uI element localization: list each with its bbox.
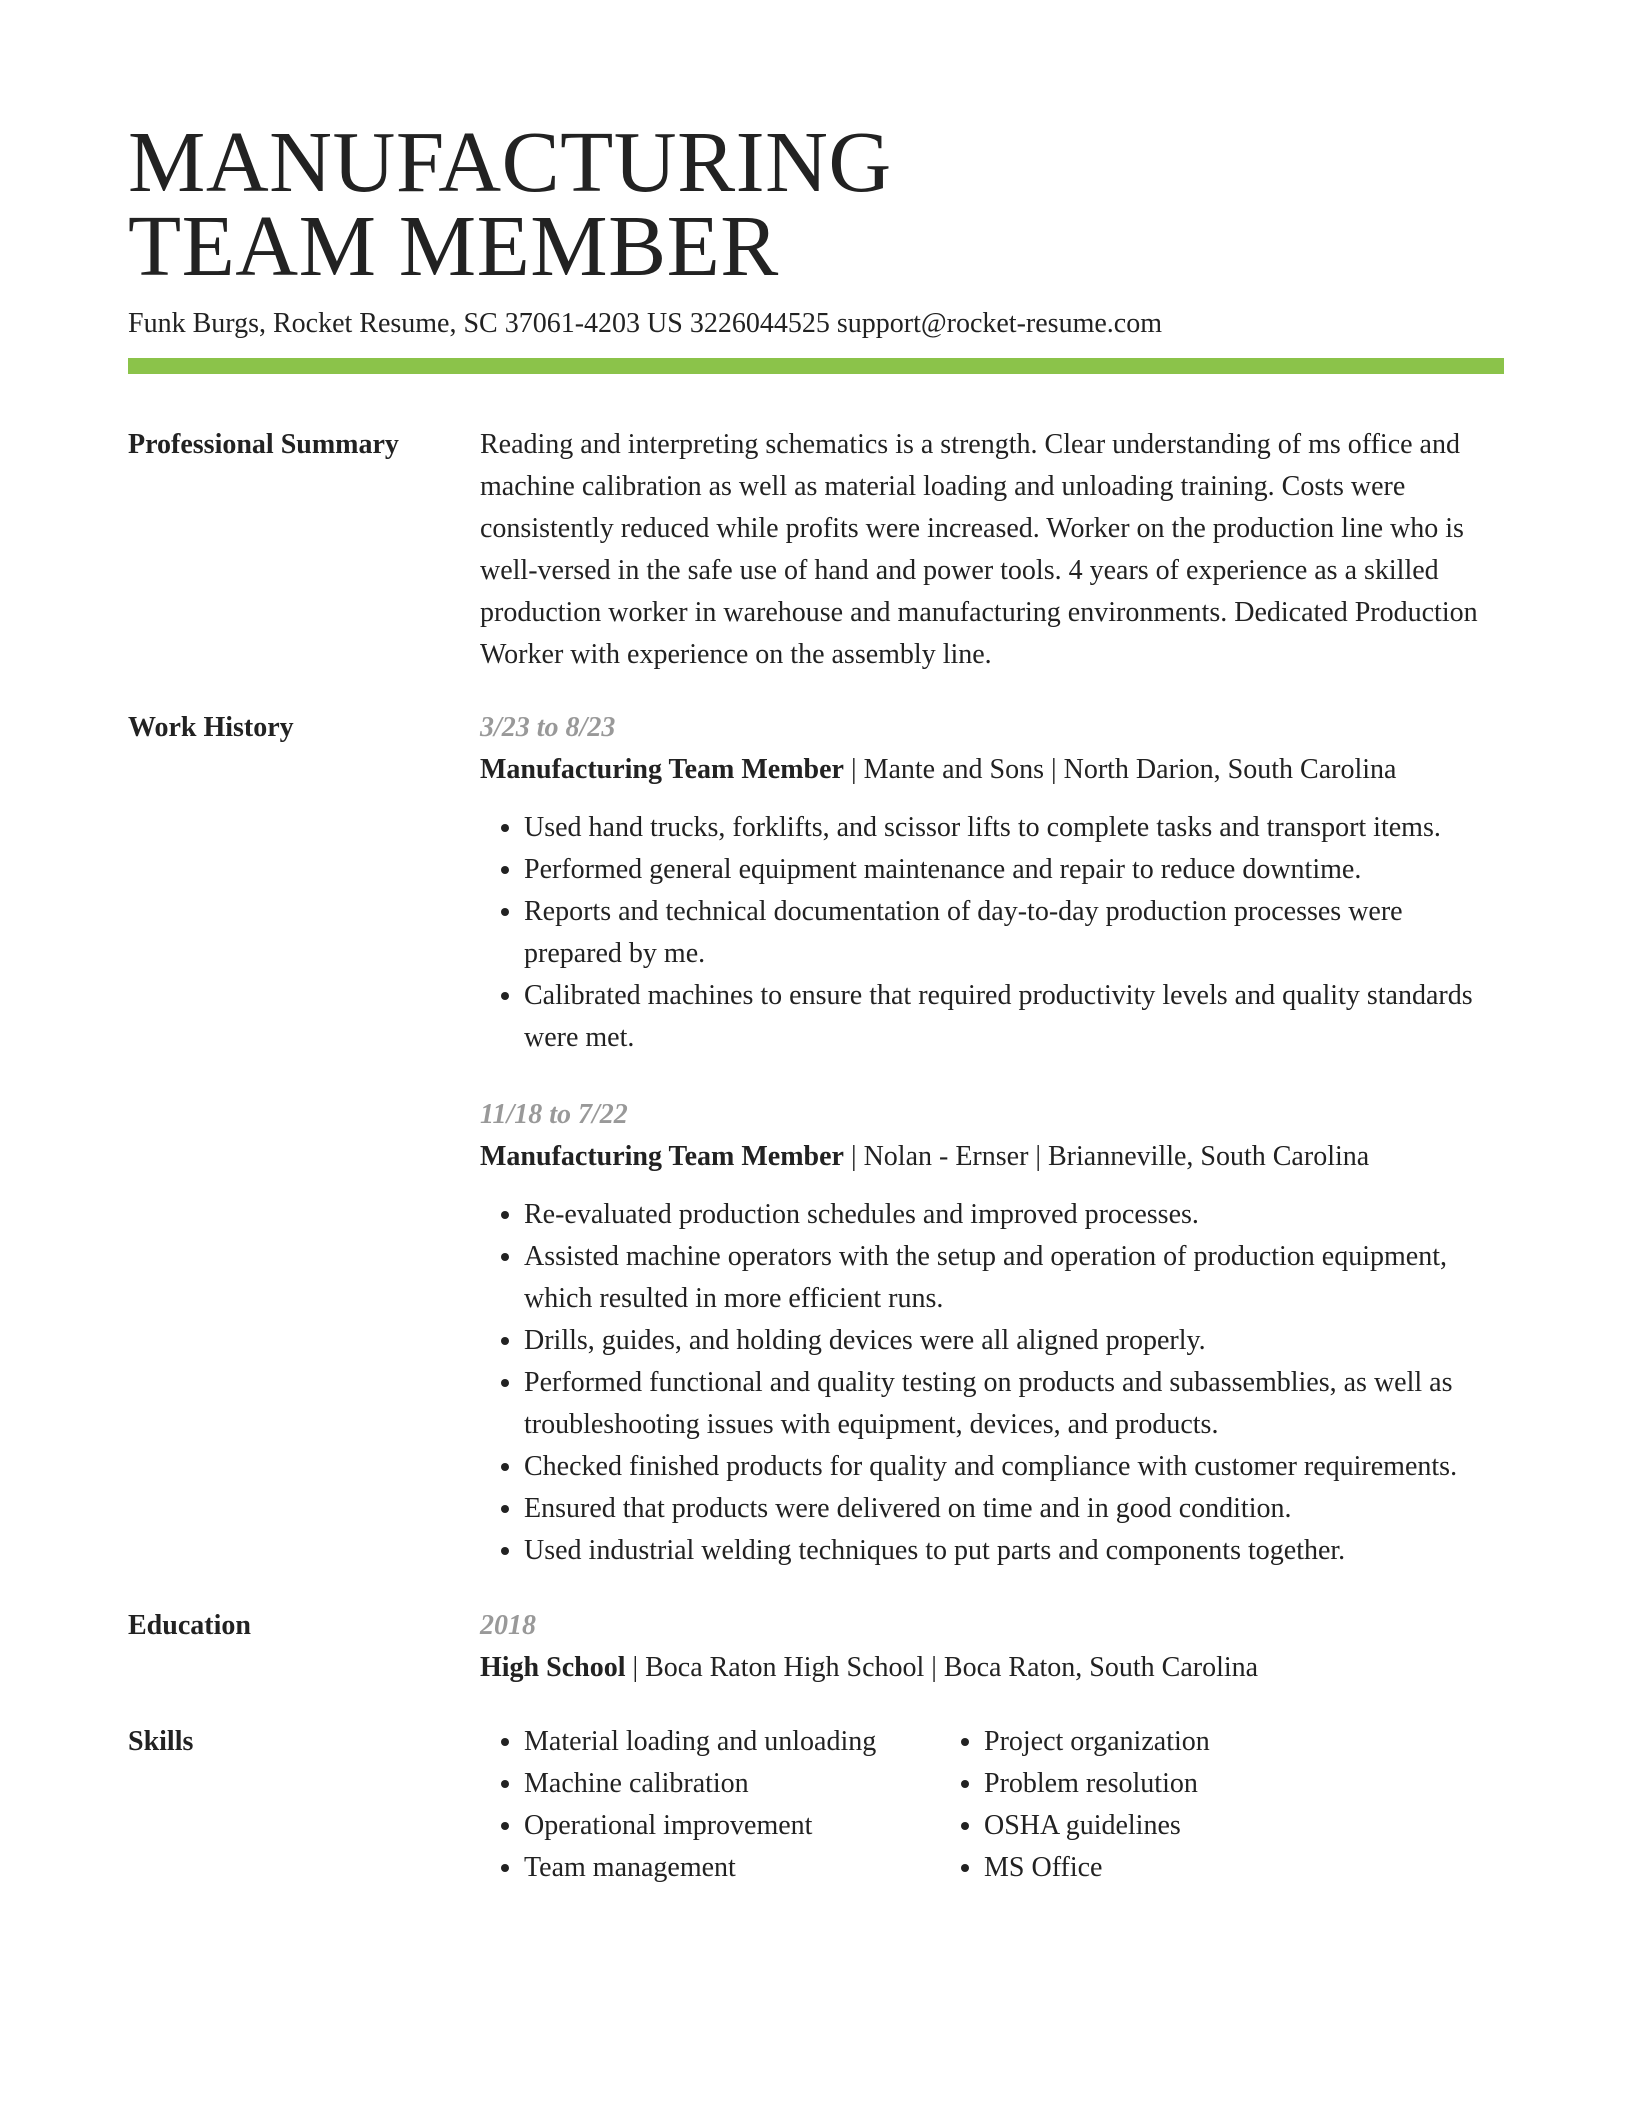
skills-columns <box>480 1721 1504 1889</box>
list-item: • Reports and technical documentation of day-to-day production processes were prepared by me. <box>524 891 1504 975</box>
summary-section <box>128 424 1504 676</box>
job-heading <box>480 749 1504 791</box>
job-details: | Nolan - Ernser | Brianneville, South Carolina <box>843 1141 1370 1172</box>
list-item: • Material loading and unloading <box>524 1721 940 1763</box>
job-details: | Mante and Sons | North Darion, South Carolina <box>843 754 1397 785</box>
education-heading <box>480 1647 1504 1689</box>
education-section <box>128 1605 1504 1689</box>
education-year: 2018 <box>480 1610 536 1641</box>
list-item: • Team management <box>524 1847 940 1889</box>
list-item: • OSHA guidelines <box>984 1805 1444 1847</box>
list-item: • Performed general equipment maintenance and repair to reduce downtime. <box>524 849 1504 891</box>
summary-label: Professional Summary <box>128 429 399 460</box>
list-item: • Performed functional and quality testing on products and subassemblies, as well as troubleshooting issues with equipment, devices, and products. <box>524 1362 1504 1446</box>
list-item: • Machine calibration <box>524 1763 940 1805</box>
resume-title <box>128 113 1504 294</box>
list-item: • Problem resolution <box>984 1763 1444 1805</box>
job-dates: 3/23 to 8/23 <box>480 712 616 743</box>
list-item: • Assisted machine operators with the setup and operation of production equipment, which resulted in more efficient runs. <box>524 1236 1504 1320</box>
job-title: Manufacturing Team Member <box>480 1141 844 1172</box>
education-details: | Boca Raton High School | Boca Raton, South Carolina <box>625 1652 1259 1683</box>
list-item: • Used industrial welding techniques to put parts and components together. <box>524 1530 1504 1572</box>
list-item: • Project organization <box>984 1721 1444 1763</box>
accent-divider <box>128 358 1504 374</box>
work-history-section <box>128 707 1504 1572</box>
list-item: • Checked finished products for quality and compliance with customer requirements. <box>524 1446 1504 1488</box>
work-history-body <box>480 707 1504 1572</box>
list-item: • Re-evaluated production schedules and improved processes. <box>524 1194 1504 1236</box>
list-item: • Drills, guides, and holding devices were all aligned properly. <box>524 1320 1504 1362</box>
skills-body <box>480 1721 1504 1889</box>
skills-list-right <box>940 1721 1444 1889</box>
list-item: • Operational improvement <box>524 1805 940 1847</box>
skills-list-left <box>480 1721 940 1889</box>
list-item: • MS Office <box>984 1847 1444 1889</box>
job-entry <box>480 707 1504 1059</box>
job-dates: 11/18 to 7/22 <box>480 1099 628 1130</box>
title-line-2: TEAM MEMBER <box>128 197 779 294</box>
education-degree: High School <box>480 1652 626 1683</box>
contact-info: Funk Burgs, Rocket Resume, SC 37061-4203 US 3226044525 support@rocket-resume.com <box>128 308 1162 339</box>
list-item: • Calibrated machines to ensure that required productivity levels and quality standards were met. <box>524 975 1504 1059</box>
title-line-1: MANUFACTURING <box>128 113 892 210</box>
job-bullets <box>480 1194 1504 1572</box>
education-body <box>480 1605 1504 1689</box>
summary-text: Reading and interpreting schematics is a strength. Clear understanding of ms office and machine calibration as well as material loading and unloading training. Costs were consistently reduced while profits were increased. Worker on the production line who is well-versed in the safe use of hand and power tools. 4 years of experience as a skilled production worker in warehouse and manufacturing environments. Dedicated Production Worker with experience on the assembly line. <box>480 429 1478 670</box>
skills-section <box>128 1721 1504 1889</box>
list-item: • Used hand trucks, forklifts, and scissor lifts to complete tasks and transport items. <box>524 807 1504 849</box>
job-bullets <box>480 807 1504 1059</box>
list-item: • Ensured that products were delivered on time and in good condition. <box>524 1488 1504 1530</box>
education-label: Education <box>128 1610 251 1641</box>
job-heading <box>480 1136 1504 1178</box>
job-entry <box>480 1094 1504 1572</box>
job-title: Manufacturing Team Member <box>480 754 844 785</box>
work-history-label: Work History <box>128 712 294 743</box>
skills-label: Skills <box>128 1726 194 1757</box>
